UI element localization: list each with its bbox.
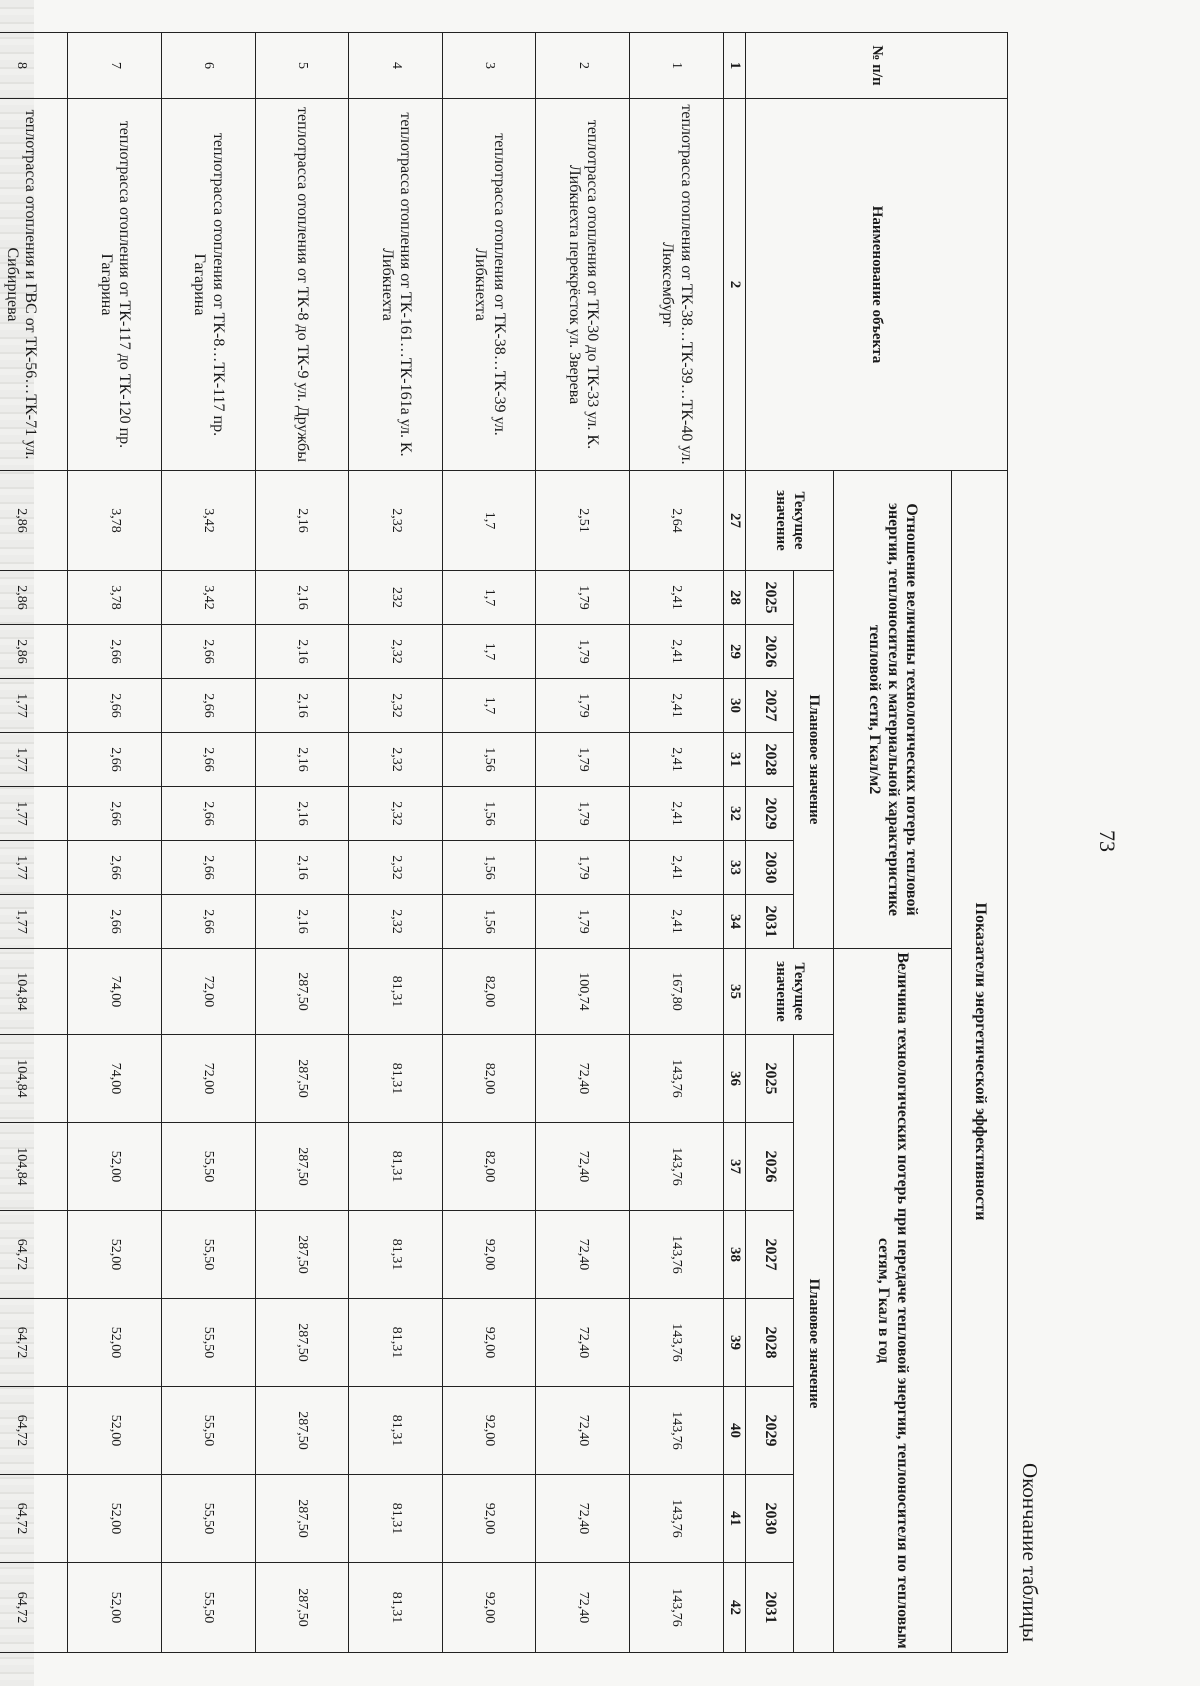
year-b: 2025	[746, 1035, 794, 1123]
loss-ratio-value: 2,32	[349, 733, 443, 787]
loss-value: 100,74	[536, 949, 630, 1035]
loss-value: 92,00	[442, 1387, 536, 1475]
year-a: 2026	[746, 625, 794, 679]
loss-ratio-value: 2,16	[255, 679, 349, 733]
column-number: 27	[723, 471, 745, 571]
loss-ratio-value: 2,66	[68, 895, 162, 949]
loss-value: 92,00	[442, 1299, 536, 1387]
header-planned-b: Плановое значение	[794, 1035, 834, 1653]
loss-ratio-value: 2,41	[630, 679, 724, 733]
loss-ratio-value: 1,79	[536, 841, 630, 895]
object-name: теплотрасса отопления от ТК-8 до ТК-9 ул. Дружбы	[255, 99, 349, 471]
row-number: 3	[442, 33, 536, 99]
loss-ratio-value: 1,77	[0, 679, 68, 733]
loss-ratio-value: 2,66	[162, 625, 256, 679]
loss-value: 92,00	[442, 1475, 536, 1563]
loss-value: 72,40	[536, 1299, 630, 1387]
year-a: 2028	[746, 733, 794, 787]
loss-ratio-value: 2,66	[162, 733, 256, 787]
loss-ratio-value: 2,16	[255, 733, 349, 787]
table-head	[723, 33, 1007, 1653]
header-number: № п/п	[746, 33, 1008, 99]
loss-value: 52,00	[68, 1563, 162, 1653]
loss-ratio-value: 2,16	[255, 841, 349, 895]
year-a: 2031	[746, 895, 794, 949]
year-a: 2027	[746, 679, 794, 733]
loss-ratio-value: 2,41	[630, 571, 724, 625]
object-name: теплотрасса отопления от ТК-38…ТК-39 ул. Либкнехта	[442, 99, 536, 471]
column-number: 40	[723, 1387, 745, 1475]
column-number: 2	[723, 99, 745, 471]
loss-ratio-value: 1,77	[0, 733, 68, 787]
year-b: 2030	[746, 1475, 794, 1563]
loss-ratio-value: 2,66	[68, 841, 162, 895]
loss-value: 64,72	[0, 1563, 68, 1653]
loss-ratio-value: 2,66	[162, 787, 256, 841]
loss-ratio-value: 2,32	[349, 895, 443, 949]
column-number: 28	[723, 571, 745, 625]
loss-ratio-value: 1,7	[442, 571, 536, 625]
year-a: 2029	[746, 787, 794, 841]
loss-ratio-value: 2,32	[349, 625, 443, 679]
table-continuation-title: Окончание таблицы	[1018, 1463, 1042, 1642]
object-name: теплотрасса отопления от ТК-161…ТК-161а ул. К. Либкнехта	[349, 99, 443, 471]
loss-ratio-value: 1,79	[536, 733, 630, 787]
column-number: 32	[723, 787, 745, 841]
table-row	[68, 33, 162, 1653]
loss-value: 143,76	[630, 1563, 724, 1653]
loss-value: 64,72	[0, 1299, 68, 1387]
loss-value: 64,72	[0, 1387, 68, 1475]
loss-ratio-value: 2,41	[630, 895, 724, 949]
loss-ratio-value: 2,32	[349, 679, 443, 733]
column-number: 33	[723, 841, 745, 895]
loss-ratio-value: 2,86	[0, 571, 68, 625]
loss-ratio-value: 2,66	[162, 679, 256, 733]
year-a: 2025	[746, 571, 794, 625]
header-current-a: Текущее значение	[746, 471, 834, 571]
loss-ratio-value: 1,79	[536, 571, 630, 625]
loss-ratio-value: 2,66	[68, 679, 162, 733]
loss-ratio-value: 2,41	[630, 625, 724, 679]
loss-ratio-value: 1,79	[536, 787, 630, 841]
loss-value: 72,40	[536, 1035, 630, 1123]
loss-value: 287,50	[255, 1299, 349, 1387]
object-name: теплотрасса отопления от ТК-30 до ТК-33 ул. К. Либкнехта перекрёсток ул. Зверева	[536, 99, 630, 471]
header-energy-efficiency: Показатели энергетической эффективности	[952, 471, 1008, 1653]
loss-value: 167,80	[630, 949, 724, 1035]
column-number: 41	[723, 1475, 745, 1563]
table-body	[0, 33, 723, 1653]
loss-value: 72,40	[536, 1123, 630, 1211]
loss-value: 55,50	[162, 1299, 256, 1387]
column-number: 35	[723, 949, 745, 1035]
column-number: 29	[723, 625, 745, 679]
loss-value: 143,76	[630, 1475, 724, 1563]
loss-value: 74,00	[68, 949, 162, 1035]
loss-value: 55,50	[162, 1563, 256, 1653]
header-loss-value: Величина технологических потерь при передаче тепловой энергии, теплоносителя по тепловым сетям, Гкал в год	[834, 949, 952, 1653]
table-row	[442, 33, 536, 1653]
loss-value: 74,00	[68, 1035, 162, 1123]
loss-value: 52,00	[68, 1387, 162, 1475]
loss-ratio-value: 1,77	[0, 787, 68, 841]
loss-value: 143,76	[630, 1299, 724, 1387]
row-number: 5	[255, 33, 349, 99]
column-number: 36	[723, 1035, 745, 1123]
year-b: 2026	[746, 1123, 794, 1211]
row-number: 2	[536, 33, 630, 99]
column-number: 34	[723, 895, 745, 949]
loss-value: 72,40	[536, 1387, 630, 1475]
loss-ratio-value: 2,51	[536, 471, 630, 571]
loss-value: 82,00	[442, 1035, 536, 1123]
loss-value: 52,00	[68, 1475, 162, 1563]
loss-value: 287,50	[255, 1563, 349, 1653]
loss-ratio-value: 3,78	[68, 571, 162, 625]
loss-value: 287,50	[255, 1123, 349, 1211]
loss-ratio-value: 2,86	[0, 625, 68, 679]
column-number: 38	[723, 1211, 745, 1299]
row-number: 7	[68, 33, 162, 99]
loss-value: 81,31	[349, 1123, 443, 1211]
loss-ratio-value: 1,56	[442, 841, 536, 895]
row-number: 8	[0, 33, 68, 99]
loss-ratio-value: 2,16	[255, 471, 349, 571]
table-row	[162, 33, 256, 1653]
loss-value: 72,00	[162, 1035, 256, 1123]
loss-value: 55,50	[162, 1211, 256, 1299]
loss-value: 52,00	[68, 1123, 162, 1211]
loss-ratio-value: 2,32	[349, 787, 443, 841]
loss-ratio-value: 1,56	[442, 787, 536, 841]
loss-ratio-value: 3,42	[162, 571, 256, 625]
loss-value: 287,50	[255, 949, 349, 1035]
loss-ratio-value: 2,66	[68, 787, 162, 841]
loss-value: 143,76	[630, 1123, 724, 1211]
loss-value: 72,40	[536, 1475, 630, 1563]
loss-ratio-value: 2,66	[162, 895, 256, 949]
column-number: 42	[723, 1563, 745, 1653]
object-name: теплотрасса отопления от ТК-117 до ТК-120 пр. Гагарина	[68, 99, 162, 471]
loss-ratio-value: 232	[349, 571, 443, 625]
loss-value: 82,00	[442, 1123, 536, 1211]
energy-efficiency-table	[0, 32, 1008, 1653]
loss-ratio-value: 2,41	[630, 733, 724, 787]
loss-ratio-value: 1,56	[442, 733, 536, 787]
column-number: 1	[723, 33, 745, 99]
loss-ratio-value: 2,41	[630, 787, 724, 841]
row-number: 1	[630, 33, 724, 99]
loss-ratio-value: 2,41	[630, 841, 724, 895]
header-current-b: Текущее значение	[746, 949, 834, 1035]
year-b: 2028	[746, 1299, 794, 1387]
loss-value: 81,31	[349, 1299, 443, 1387]
loss-ratio-value: 1,77	[0, 841, 68, 895]
loss-value: 52,00	[68, 1299, 162, 1387]
loss-value: 287,50	[255, 1475, 349, 1563]
loss-ratio-value: 1,79	[536, 895, 630, 949]
column-number: 31	[723, 733, 745, 787]
loss-value: 81,31	[349, 1211, 443, 1299]
loss-value: 72,00	[162, 949, 256, 1035]
loss-value: 55,50	[162, 1475, 256, 1563]
column-number: 39	[723, 1299, 745, 1387]
loss-ratio-value: 2,16	[255, 895, 349, 949]
loss-value: 143,76	[630, 1035, 724, 1123]
table-row	[255, 33, 349, 1653]
year-b: 2027	[746, 1211, 794, 1299]
table-row	[349, 33, 443, 1653]
loss-value: 287,50	[255, 1035, 349, 1123]
loss-value: 82,00	[442, 949, 536, 1035]
loss-value: 64,72	[0, 1211, 68, 1299]
loss-value: 143,76	[630, 1387, 724, 1475]
loss-ratio-value: 2,66	[68, 625, 162, 679]
table-row	[536, 33, 630, 1653]
loss-ratio-value: 2,66	[162, 841, 256, 895]
loss-value: 55,50	[162, 1123, 256, 1211]
loss-value: 81,31	[349, 949, 443, 1035]
loss-ratio-value: 2,66	[68, 733, 162, 787]
year-a: 2030	[746, 841, 794, 895]
loss-ratio-value: 1,7	[442, 679, 536, 733]
object-name: теплотрасса отопления от ТК-38…ТК-39…ТК-40 ул. Люксембург	[630, 99, 724, 471]
loss-ratio-value: 1,79	[536, 625, 630, 679]
year-b: 2029	[746, 1387, 794, 1475]
column-numbers-row	[723, 33, 745, 1653]
loss-ratio-value: 2,32	[349, 471, 443, 571]
loss-ratio-value: 2,16	[255, 625, 349, 679]
loss-value: 287,50	[255, 1211, 349, 1299]
year-b: 2031	[746, 1563, 794, 1653]
loss-value: 104,84	[0, 949, 68, 1035]
row-number: 6	[162, 33, 256, 99]
loss-ratio-value: 2,64	[630, 471, 724, 571]
loss-ratio-value: 2,16	[255, 787, 349, 841]
loss-value: 92,00	[442, 1211, 536, 1299]
header-loss-ratio: Отношение величины технологических потерь тепловой энергии, теплоносителя к материальной характеристике тепловой сети, Гкал/м2	[834, 471, 952, 949]
column-number: 30	[723, 679, 745, 733]
object-name: теплотрасса отопления и ГВС от ТК-56…ТК-71 ул. Сибирцева	[0, 99, 68, 471]
loss-ratio-value: 1,7	[442, 625, 536, 679]
loss-value: 81,31	[349, 1035, 443, 1123]
header-object-name: Наименование объекта	[746, 99, 1008, 471]
column-number: 37	[723, 1123, 745, 1211]
loss-value: 81,31	[349, 1387, 443, 1475]
table-row	[630, 33, 724, 1653]
loss-value: 104,84	[0, 1035, 68, 1123]
loss-value: 52,00	[68, 1211, 162, 1299]
row-number: 4	[349, 33, 443, 99]
loss-value: 81,31	[349, 1475, 443, 1563]
page-number: 73	[1095, 830, 1120, 852]
loss-value: 72,40	[536, 1211, 630, 1299]
loss-ratio-value: 2,86	[0, 471, 68, 571]
loss-value: 287,50	[255, 1387, 349, 1475]
table-row	[0, 33, 68, 1653]
loss-ratio-value: 2,16	[255, 571, 349, 625]
object-name: теплотрасса отопления от ТК-8…ТК-117 пр. Гагарина	[162, 99, 256, 471]
loss-ratio-value: 1,56	[442, 895, 536, 949]
loss-value: 104,84	[0, 1123, 68, 1211]
loss-ratio-value: 2,32	[349, 841, 443, 895]
loss-ratio-value: 1,7	[442, 471, 536, 571]
loss-value: 81,31	[349, 1563, 443, 1653]
loss-ratio-value: 1,77	[0, 895, 68, 949]
header-planned-a: Плановое значение	[794, 571, 834, 949]
loss-value: 64,72	[0, 1475, 68, 1563]
loss-value: 92,00	[442, 1563, 536, 1653]
loss-value: 72,40	[536, 1563, 630, 1653]
loss-value: 143,76	[630, 1211, 724, 1299]
loss-ratio-value: 3,42	[162, 471, 256, 571]
loss-ratio-value: 3,78	[68, 471, 162, 571]
loss-value: 55,50	[162, 1387, 256, 1475]
loss-ratio-value: 1,79	[536, 679, 630, 733]
